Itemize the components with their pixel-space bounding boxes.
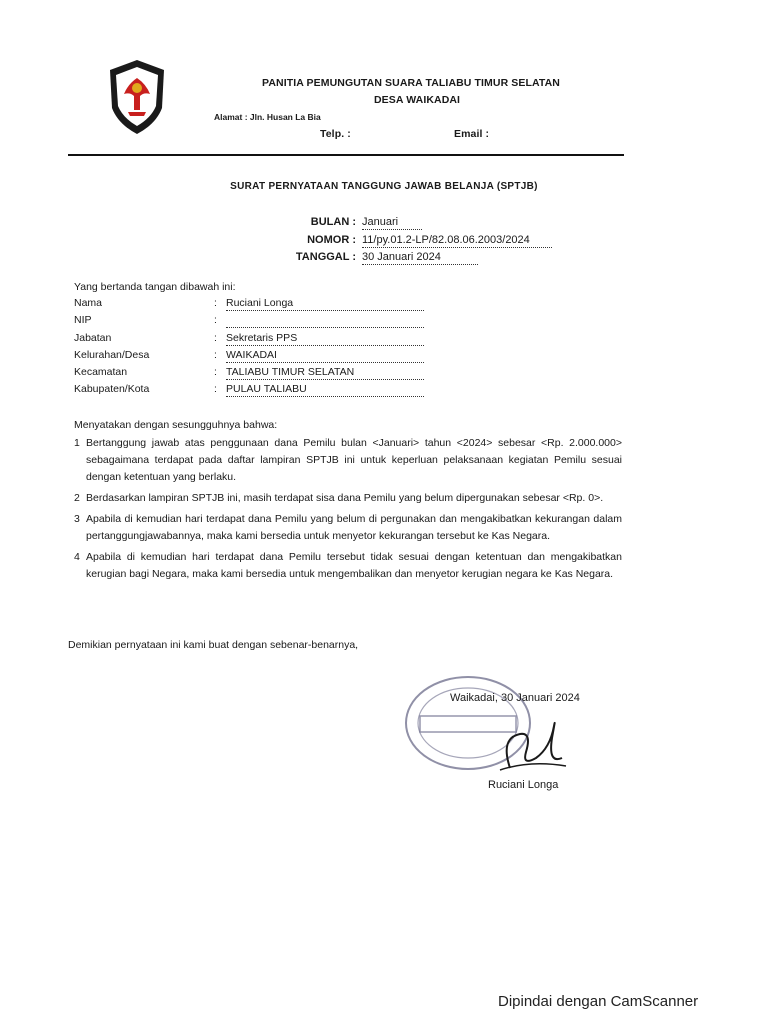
list-item: 2 Berdasarkan lampiran SPTJB ini, masih terdapat sisa dana Pemilu yang belum dipergunakan sebesar <Rp. 0>. (74, 492, 604, 504)
field-label: Nama (74, 297, 103, 309)
list-item: 3 Apabila di kemudian hari terdapat dana Pemilu yang belum di pergunakan dan mengakibatkan kekurangan dalam pertanggungjawabannya, maka kami bersedia untuk menyetor kekurangan tersebut ke Kas Negara. (74, 513, 622, 542)
document-title: SURAT PERNYATAAN TANGGUNG JAWAB BELANJA (SPTJB) (230, 181, 538, 192)
field-value (226, 314, 424, 328)
meta-label: NOMOR : (307, 234, 356, 246)
scanner-watermark: Dipindai dengan CamScanner (498, 993, 699, 1010)
org-name: PANITIA PEMUNGUTAN SUARA TALIABU TIMUR SELATAN (262, 77, 560, 89)
phone-label: Telp. : (320, 128, 351, 140)
meta-date (280, 251, 478, 265)
statement-list (74, 435, 622, 587)
meta-label: BULAN : (310, 216, 356, 228)
field-value: WAIKADAI (226, 349, 424, 363)
field-label: Kecamatan (74, 366, 128, 378)
org-address: Alamat : Jln. Husan La Bia (214, 112, 321, 122)
meta-label: TANGGAL : (295, 251, 356, 263)
field-value: Sekretaris PPS (226, 332, 424, 346)
statement-intro: Menyatakan dengan sesungguhnya bahwa: (74, 419, 278, 431)
email-label: Email : (454, 128, 490, 140)
field-label: NIP (74, 314, 92, 326)
meta-value: Januari (362, 216, 422, 230)
field-value: Ruciani Longa (226, 297, 424, 311)
statement-text: Berdasarkan lampiran SPTJB ini, masih terdapat sisa dana Pemilu yang belum dipergunakan sebesar <Rp. 0>. (86, 492, 604, 504)
kpu-logo (106, 58, 168, 136)
field-label: Kelurahan/Desa (74, 349, 150, 361)
handwritten-signature (470, 708, 580, 780)
statement-text: Apabila di kemudian hari terdapat dana Pemilu tersebut tidak sesuai dengan ketentuan dan mengakibatkan kerugian bagi Negara, maka kami bersedia untuk mengembalikan dan menyetor kerugian negara ke Kas Negara. (86, 551, 622, 580)
meta-number (280, 234, 552, 248)
statement-text: Bertanggung jawab atas penggunaan dana Pemilu bulan <Januari> tahun <2024> sebesar <Rp. 2.000.000> sebagaimana terdapat pada daftar lampiran SPTJB ini untuk keperluan pelaksanaan kegiatan Pemilu sesuai dengan ketentuan yang berlaku. (86, 437, 622, 483)
header-divider (68, 154, 624, 156)
signer-name: Ruciani Longa (488, 779, 559, 791)
org-village: DESA WAIKADAI (374, 94, 461, 106)
meta-month (280, 216, 422, 230)
sign-place-date: Waikadai, 30 Januari 2024 (450, 692, 580, 704)
statement-text: Apabila di kemudian hari terdapat dana Pemilu yang belum di pergunakan dan mengakibatkan kekurangan dalam pertanggungjawabannya, maka kami bersedia untuk menyetor kekurangan tersebut ke Kas Negara. (86, 513, 622, 542)
list-item: 1 Bertanggung jawab atas penggunaan dana Pemilu bulan <Januari> tahun <2024> sebesar <Rp. 2.000.000> sebagaimana terdapat pada daftar lampiran SPTJB ini untuk keperluan pelaksanaan kegiatan Pemilu sesuai dengan ketentuan yang berlaku. (74, 437, 622, 483)
closing-text: Demikian pernyataan ini kami buat dengan sebenar-benarnya, (68, 639, 359, 651)
meta-value: 30 Januari 2024 (362, 251, 478, 265)
meta-value: 11/py.01.2-LP/82.08.06.2003/2024 (362, 234, 552, 248)
field-value: PULAU TALIABU (226, 383, 424, 397)
intro-text: Yang bertanda tangan dibawah ini: (74, 281, 236, 293)
field-label: Kabupaten/Kota (74, 383, 150, 395)
list-item: 4 Apabila di kemudian hari terdapat dana Pemilu tersebut tidak sesuai dengan ketentuan dan mengakibatkan kerugian bagi Negara, maka kami bersedia untuk mengembalikan dan menyetor kerugian negara ke Kas Negara. (74, 551, 622, 580)
field-value: TALIABU TIMUR SELATAN (226, 366, 424, 380)
field-label: Jabatan (74, 332, 112, 344)
